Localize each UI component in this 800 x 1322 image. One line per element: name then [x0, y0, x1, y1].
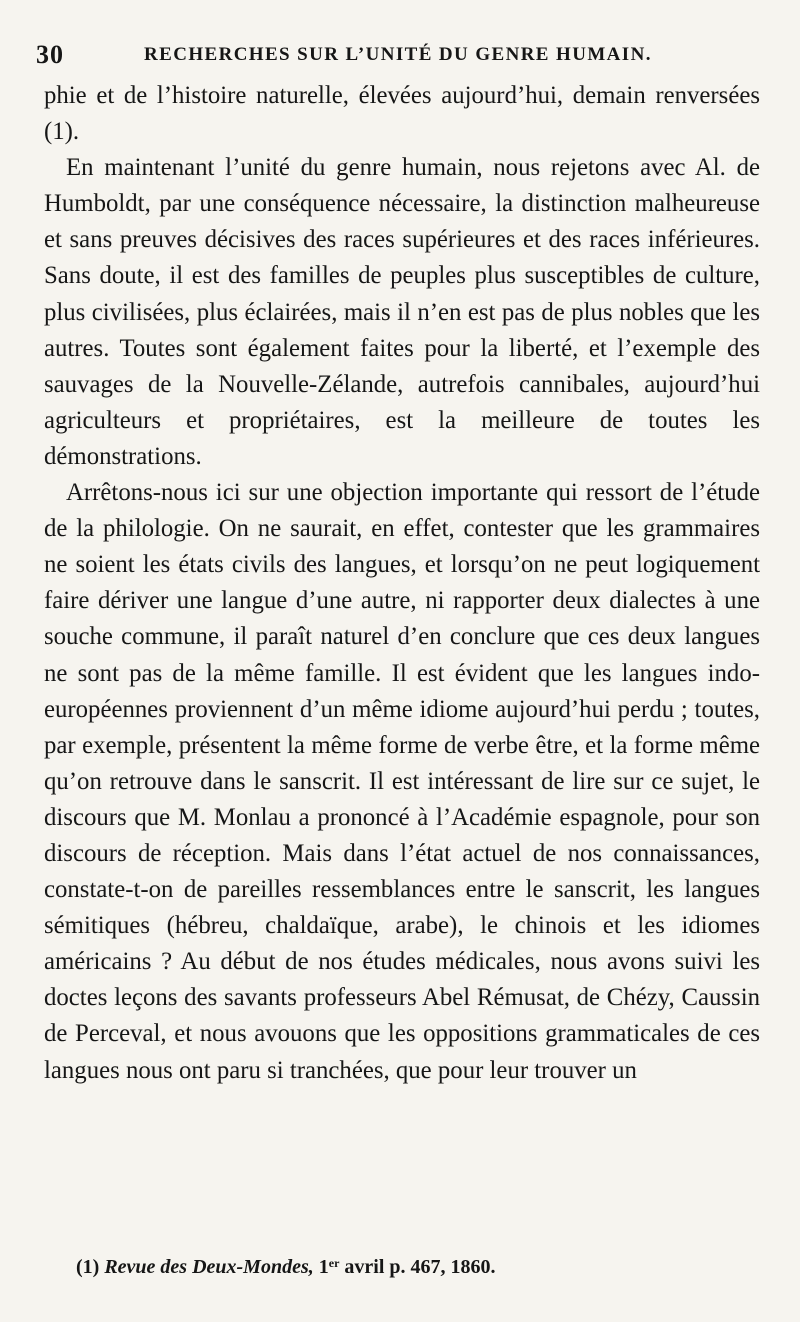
page-header — [36, 40, 766, 76]
footnote-source: Revue des Deux-Mondes, — [104, 1256, 314, 1278]
paragraph-philologie: Arrêtons-nous ici sur une objection importante qui ressort de l’étude de la philologie. On ne saurait, en effet, contester que les grammaires ne soient les états civils des langues, et lorsqu’on ne peut logiquement faire dériver une langue d’une autre, ni rapporter deux dialectes à une souche commune, il paraît naturel d’en conclure que ces deux langues ne sont pas de la même famille. Il est évident que les langues indo-européennes proviennent d’un même idiome aujourd’hui perdu ; toutes, par exemple, présentent la même forme de verbe être, et la forme même qu’on retrouve dans le sanscrit. Il est intéressant de lire sur ce sujet, le discours que M. Monlau a prononcé à l’Académie espagnole, pour son discours de réception. Mais dans l’état actuel de nos connaissances, constate-t-on de pareilles ressemblances entre le sanscrit, les langues sémitiques (hébreu, chaldaïque, arabe), le chinois et les idiomes américains ? Au début de nos études médicales, nous avons suivi les doctes leçons des savants professeurs Abel Rémusat, de Chézy, Caussin de Perceval, et nous avouons que les oppositions grammaticales de ces langues nous ont paru si tranchées, que pour leur trouver un — [44, 479, 760, 1084]
footnote — [76, 1256, 766, 1279]
paragraph-continuation: phie et de l’histoire naturelle, élevées aujourd’hui, demain renversées (1). — [44, 82, 760, 146]
footnote-marker: (1) — [76, 1256, 100, 1278]
footnote-day-suffix: er — [328, 1256, 340, 1270]
footnote-day: 1 — [318, 1256, 329, 1278]
paragraph-humboldt: En maintenant l’unité du genre humain, nous rejetons avec Al. de Humboldt, par une conséquence nécessaire, la distinction malheureuse et sans preuves décisives des races supérieures et des races inférieures. Sans doute, il est des familles de peuples plus susceptibles de culture, plus civilisées, plus éclairées, mais il n’en est pas de plus nobles que les autres. Toutes sont également faites pour la liberté, et l’exemple des sauvages de la Nouvelle-Zélande, autrefois cannibales, aujourd’hui agriculteurs et propriétaires, est la meilleure de toutes les démonstrations. — [44, 154, 760, 470]
body-text — [44, 78, 760, 1089]
running-title: RECHERCHES SUR L’UNITÉ DU GENRE HUMAIN. — [144, 44, 652, 65]
footnote-rest: avril p. 467, 1860. — [344, 1256, 496, 1278]
page-number: 30 — [36, 40, 64, 69]
